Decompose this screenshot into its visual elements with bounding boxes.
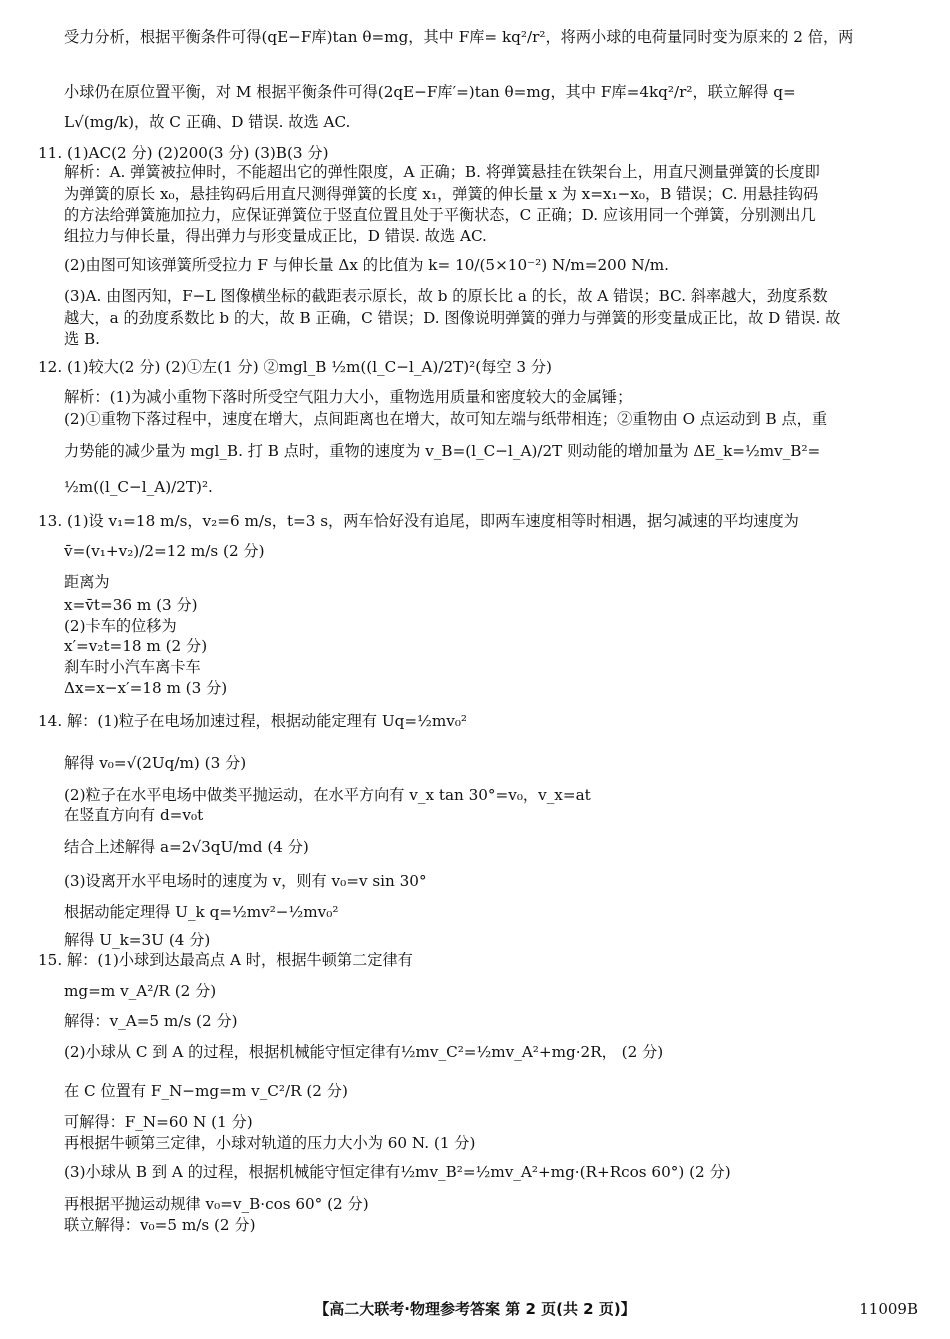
text-line: 越大，a 的劲度系数比 b 的大，故 B 正确，C 错误；D. 图像说明弹簧的弹力与弹簧的形变量成正比，故 D 错误. 故 <box>64 309 841 327</box>
text-line: (2)小球从 C 到 A 的过程，根据机械能守恒定律有½mv_C²=½mv_A²+mg·2R， (2 分) <box>64 1043 664 1061</box>
text-line: (2)卡车的位移为 <box>64 617 177 635</box>
text-line: 解析：A. 弹簧被拉伸时，不能超出它的弹性限度，A 正确；B. 将弹簧悬挂在铁架台上，用直尺测量弹簧的长度即 <box>64 163 820 181</box>
footer-code: 11009B <box>859 1300 918 1318</box>
text-line: x′=v₂t=18 m (2 分) <box>64 637 208 655</box>
text-line: 的方法给弹簧施加拉力，应保证弹簧位于竖直位置且处于平衡状态，C 正确；D. 应该用同一个弹簧，分别测出几 <box>64 206 816 224</box>
text-line: x=v̄t=36 m (3 分) <box>64 596 198 614</box>
text-line: 再根据牛顿第三定律，小球对轨道的压力大小为 60 N. (1 分) <box>64 1134 476 1152</box>
text-line: (3)小球从 B 到 A 的过程，根据机械能守恒定律有½mv_B²=½mv_A²+mg·(R+Rcos 60°) (2 分) <box>64 1163 731 1181</box>
text-line: 组拉力与伸长量，得出弹力与形变量成正比，D 错误. 故选 AC. <box>64 227 487 245</box>
text-line: L√(mg/k)，故 C 正确、D 错误. 故选 AC. <box>64 113 351 131</box>
text-line: 解得 v₀=√(2Uq/m) (3 分) <box>64 754 247 772</box>
text-line: 解析：(1)为减小重物下落时所受空气阻力大小，重物选用质量和密度较大的金属锤； <box>64 388 633 406</box>
text-line: 受力分析，根据平衡条件可得(qE−F库)tan θ=mg，其中 F库= kq²/r²，将两小球的电荷量同时变为原来的 2 倍，两 <box>64 28 854 46</box>
question-14-answer: 14. 解：(1)粒子在电场加速过程，根据动能定理有 Uq=½mv₀² <box>38 712 468 730</box>
text-line: v̄=(v₁+v₂)/2=12 m/s (2 分) <box>64 542 265 560</box>
text-line: 解得：v_A=5 m/s (2 分) <box>64 1012 238 1030</box>
text-line: ½m((l_C−l_A)/2T)². <box>64 478 213 496</box>
footer-title: 【高二大联考·物理参考答案 第 2 页(共 2 页)】 <box>314 1300 636 1318</box>
question-13-answer: 13. (1)设 v₁=18 m/s，v₂=6 m/s，t=3 s，两车恰好没有追尾，即两车速度相等时相遇，据匀减速的平均速度为 <box>38 512 799 530</box>
text-line: 在竖直方向有 d=v₀t <box>64 806 204 824</box>
text-line: 解得 U_k=3U (4 分) <box>64 931 211 949</box>
text-line: 为弹簧的原长 x₀，悬挂钩码后用直尺测得弹簧的长度 x₁，弹簧的伸长量 x 为 x=x₁−x₀，B 错误；C. 用悬挂钩码 <box>64 185 819 203</box>
text-line: 联立解得：v₀=5 m/s (2 分) <box>64 1216 256 1234</box>
text-line: (2)①重物下落过程中，速度在增大，点间距离也在增大，故可知左端与纸带相连；②重物由 O 点运动到 B 点，重 <box>64 410 828 428</box>
text-line: (2)由图可知该弹簧所受拉力 F 与伸长量 Δx 的比值为 k= 10/(5×10⁻²) N/m=200 N/m. <box>64 256 669 274</box>
question-12-answer: 12. (1)较大(2 分) (2)①左(1 分) ②mgl_B ½m((l_C−l_A)/2T)²(每空 3 分) <box>38 358 552 376</box>
text-line: 根据动能定理得 U_k q=½mv²−½mv₀² <box>64 903 339 921</box>
text-line: 再根据平抛运动规律 v₀=v_B·cos 60° (2 分) <box>64 1195 369 1213</box>
text-line: 刹车时小汽车离卡车 <box>64 658 201 676</box>
question-11-answer: 11. (1)AC(2 分) (2)200(3 分) (3)B(3 分) <box>38 144 329 162</box>
text-line: 力势能的减少量为 mgl_B. 打 B 点时，重物的速度为 v_B=(l_C−l_A)/2T 则动能的增加量为 ΔE_k=½mv_B²= <box>64 442 821 460</box>
text-line: mg=m v_A²/R (2 分) <box>64 982 217 1000</box>
text-line: 选 B. <box>64 330 101 348</box>
text-line: Δx=x−x′=18 m (3 分) <box>64 679 228 697</box>
text-line: (2)粒子在水平电场中做类平抛运动，在水平方向有 v_x tan 30°=v₀，v_x=at <box>64 786 591 804</box>
text-line: (3)设离开水平电场时的速度为 v，则有 v₀=v sin 30° <box>64 872 427 890</box>
text-line: 在 C 位置有 F_N−mg=m v_C²/R (2 分) <box>64 1082 348 1100</box>
text-line: 小球仍在原位置平衡，对 M 根据平衡条件可得(2qE−F库′=)tan θ=mg，其中 F库=4kq²/r²，联立解得 q= <box>64 83 796 101</box>
text-line: 可解得：F_N=60 N (1 分) <box>64 1113 253 1131</box>
question-15-answer: 15. 解：(1)小球到达最高点 A 时，根据牛顿第二定律有 <box>38 951 413 969</box>
text-line: (3)A. 由图丙知，F−L 图像横坐标的截距表示原长，故 b 的原长比 a 的长，故 A 错误；BC. 斜率越大，劲度系数 <box>64 287 828 305</box>
text-line: 结合上述解得 a=2√3qU/md (4 分) <box>64 838 309 856</box>
text-line: 距离为 <box>64 573 110 591</box>
